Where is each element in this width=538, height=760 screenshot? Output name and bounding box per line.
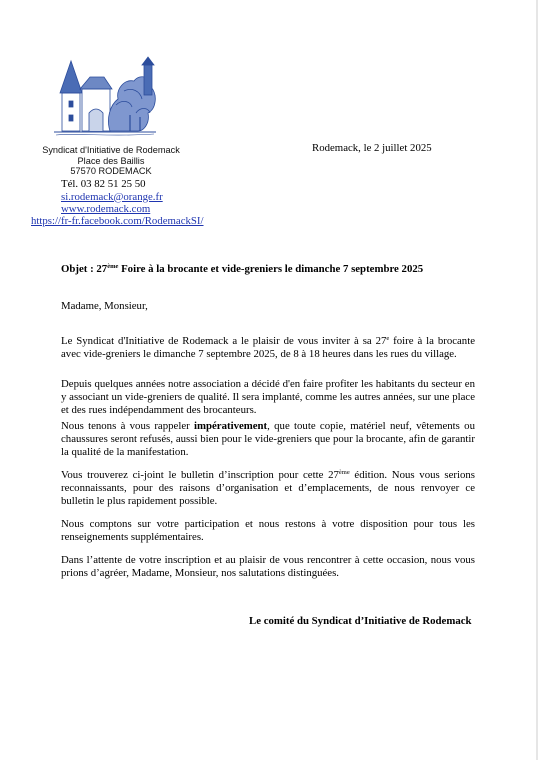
paragraph-contact: Nous comptons sur votre participation et nous restons à votre disposition pour tous les renseignements supplémentaires.	[61, 518, 475, 543]
paragraph-registration-part2: édition. Nous vous serions reconnaissants, pour des raisons d’organisation et d’emplacements, de nous renvoyer ce bulletin le plus rapidement possible.	[61, 469, 475, 507]
email-link[interactable]: si.rodemack@orange.fr	[61, 190, 163, 203]
paragraph-rules-part2: , que toute copie, matériel neuf, vêtements ou chaussures seront refusés, aussi bien pour le vide-greniers que pour la brocante, afin de garantir la qualité de la manifestation.	[61, 420, 475, 458]
paragraph-vide-greniers: Depuis quelques années notre association a décidé d'en faire profiter les habitants du secteur en y associant un vide-greniers de qualité. Il sera implanté, comme les autres années, sur une place et des rues indépendamment des brocanteurs.	[61, 378, 475, 416]
paragraph-closing: Dans l’attente de votre inscription et au plaisir de vous rencontrer à cette occasion, nous vous prions d’agréer, Madame, Monsieur, nos salutations distinguées.	[61, 554, 475, 579]
paragraph-invitation-part2: foire à la brocante avec vide-greniers le dimanche 7 septembre 2025, de 8 à 18 heures dans les rues du village.	[61, 335, 475, 360]
org-address-line2: 57570 RODEMACK	[70, 166, 152, 177]
contact-block	[61, 178, 163, 216]
website-link[interactable]: www.rodemack.com	[61, 203, 151, 216]
org-address-line1: Place des Baillis	[77, 155, 145, 166]
subject-prefix: Objet : 27	[61, 263, 108, 275]
paragraph-rules	[61, 420, 475, 459]
paragraph-invitation-part1: Le Syndicat d'Initiative de Rodemack a le plaisir de vous inviter à sa 27	[61, 335, 387, 347]
subject-line	[61, 263, 423, 275]
facebook-link[interactable]: https://fr-fr.facebook.com/RodemackSI/	[31, 215, 204, 227]
date-line: Rodemack, le 2 juillet 2025	[312, 142, 432, 154]
salutation: Madame, Monsieur,	[61, 300, 148, 312]
phone-number: Tél. 03 82 51 25 50	[61, 178, 146, 190]
organization-block	[30, 145, 192, 177]
castle-logo	[52, 55, 158, 139]
org-name: Syndicat d'Initiative de Rodemack	[42, 145, 180, 155]
paragraph-rules-emphasis: impérativement	[194, 420, 268, 432]
paragraph-registration	[61, 469, 475, 508]
subject-text: Foire à la brocante et vide-greniers le dimanche 7 septembre 2025	[118, 263, 424, 275]
paragraph-registration-part1: Vous trouverez ci-joint le bulletin d’inscription pour cette 27	[61, 469, 339, 481]
paragraph-invitation	[61, 335, 475, 361]
paragraph-registration-superscript: ème	[338, 469, 350, 476]
facebook-line	[31, 215, 204, 228]
signature: Le comité du Syndicat d’Initiative de Rodemack	[249, 615, 472, 627]
paragraph-invitation-superscript: e	[386, 335, 390, 342]
subject-superscript: ème	[107, 263, 119, 270]
paragraph-rules-part1: Nous tenons à vous rappeler	[61, 420, 194, 432]
